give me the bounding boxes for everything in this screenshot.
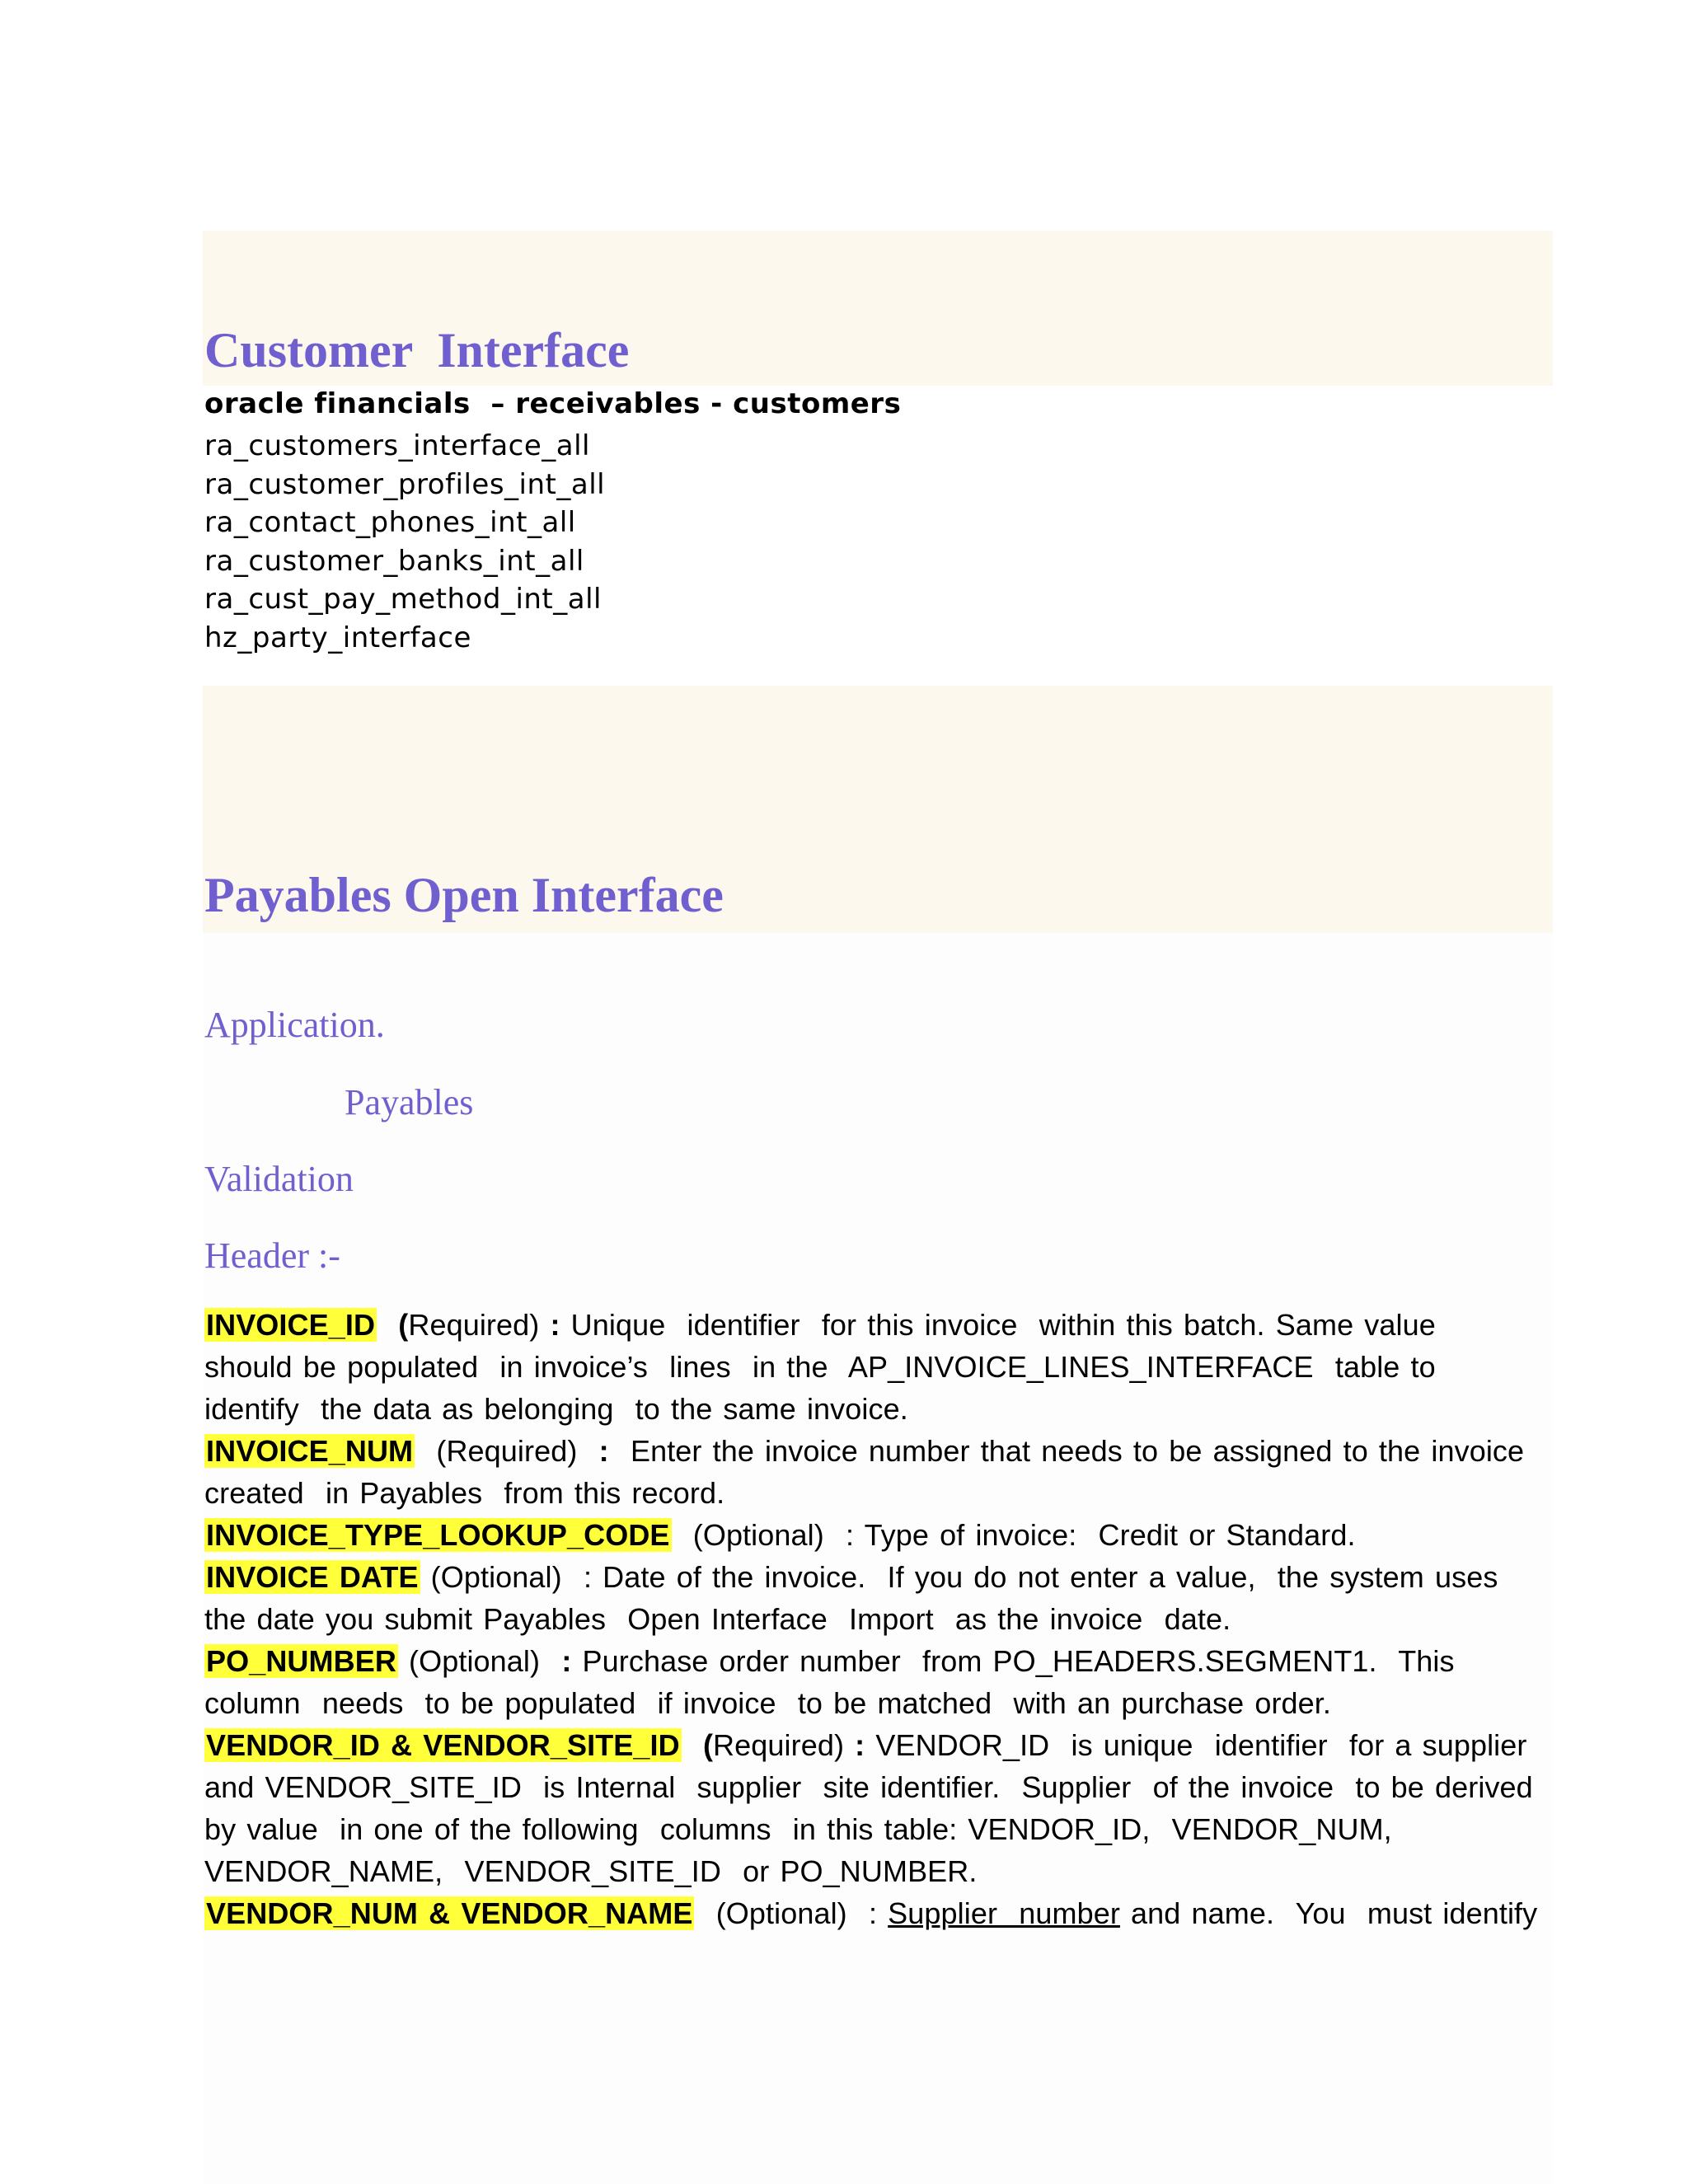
table-name: ra_customers_interface_all	[204, 429, 590, 462]
field-name: VENDOR_NUM & VENDOR_NAME	[206, 1896, 693, 1930]
application-label: Application.	[204, 1005, 385, 1045]
field-description: Supplier number	[888, 1896, 1120, 1930]
field-description: Enter the invoice number that needs to be assigned to the invoice	[630, 1434, 1525, 1468]
field-status: (Optional)	[430, 1560, 562, 1594]
field-status: (Required)	[436, 1434, 578, 1468]
field-description: Purchase order number from PO_HEADERS.SEGMENT1. This	[582, 1644, 1455, 1678]
field-entry: VENDOR_NUM & VENDOR_NAME (Optional) : Supplier number and name. You must identify	[206, 1896, 1538, 1930]
field-description: created in Payables from this record.	[204, 1476, 725, 1510]
table-name: ra_customer_banks_int_all	[204, 544, 584, 578]
field-entry: INVOICE_ID (Required) : Unique identifier for this invoice within this batch. Same value should be populated in invoice’s lines in the AP_INVOICE_LINES_INTERFACE table to identify the data as belonging to the same invoice.	[204, 1308, 1458, 1426]
field-status: Required)	[408, 1308, 540, 1342]
table-name: ra_customer_profiles_int_all	[204, 467, 606, 501]
field-name: INVOICE_ID	[206, 1308, 376, 1342]
field-name: INVOICE DATE	[206, 1560, 419, 1594]
field-description: and VENDOR_SITE_ID is Internal supplier site identifier. Supplier of the invoice to be derived by value in one of the following columns in this table: VENDOR_ID, VENDOR_NUM, VENDOR_NAME, VENDOR_SITE_ID or PO_NUMBER.	[204, 1770, 1544, 1888]
table-name: hz_party_interface	[204, 621, 471, 654]
payables-interface-heading: Payables Open Interface	[204, 868, 724, 922]
field-definitions	[204, 1304, 1544, 1934]
field-status: Required)	[713, 1728, 845, 1762]
customer-interface-heading: Customer Interface	[204, 323, 630, 377]
header-label: Header :-	[204, 1235, 340, 1276]
interface-table-list	[204, 427, 605, 657]
field-description: column needs to be populated if invoice to be matched with an purchase order.	[204, 1686, 1332, 1720]
field-status: (Optional)	[715, 1896, 847, 1930]
page-content	[204, 0, 1556, 2184]
field-description: and name. You must identify	[1131, 1896, 1538, 1930]
field-entry: INVOICE DATE (Optional) : Date of the invoice. If you do not enter a value, the system uses the date you submit Payables Open Interface Import as the invoice date.	[204, 1560, 1498, 1636]
field-description: the date you submit Payables Open Interface Import as the invoice date.	[204, 1602, 1231, 1636]
application-value: Payables	[345, 1082, 474, 1122]
table-name: ra_cust_pay_method_int_all	[204, 583, 602, 616]
field-entry: INVOICE_TYPE_LOOKUP_CODE (Optional) : Type of invoice: Credit or Standard.	[206, 1518, 1356, 1552]
field-description: Date of the invoice. If you do not enter a value, the system uses	[603, 1560, 1498, 1594]
field-description: Unique identifier for this invoice within this batch. Same value should	[204, 1308, 1458, 1384]
field-entry: INVOICE_NUM (Required) : Enter the invoice number that needs to be assigned to the invoice created in Payables from this record.	[204, 1434, 1525, 1510]
field-name: INVOICE_NUM	[206, 1434, 414, 1468]
field-entry: PO_NUMBER (Optional) : Purchase order number from PO_HEADERS.SEGMENT1. This column needs to be populated if invoice to be matched with an purchase order.	[204, 1644, 1455, 1720]
field-status: (Optional)	[692, 1518, 824, 1552]
field-name: INVOICE_TYPE_LOOKUP_CODE	[206, 1518, 670, 1552]
field-description: be populated in invoice’s lines in the AP_INVOICE_LINES_INTERFACE table to identify the data as belonging to the same invoice.	[204, 1350, 1447, 1426]
table-name: ra_contact_phones_int_all	[204, 506, 576, 539]
field-name: PO_NUMBER	[206, 1644, 396, 1678]
customer-subtitle: oracle financials – receivables - customers	[204, 387, 902, 420]
field-entry: VENDOR_ID & VENDOR_SITE_ID (Required) : VENDOR_ID is unique identifier for a supplier and VENDOR_SITE_ID is Internal supplier site identifier. Supplier of the invoice to be derived by value in one of the following columns in this table: VENDOR_ID, VENDOR_NUM, VENDOR_NAME, VENDOR_SITE_ID or PO_NUMBER.	[204, 1728, 1544, 1888]
validation-label: Validation	[204, 1159, 354, 1199]
field-name: VENDOR_ID & VENDOR_SITE_ID	[206, 1728, 680, 1762]
field-status: (Optional)	[409, 1644, 541, 1678]
field-description: VENDOR_ID is unique identifier for a supplier	[875, 1728, 1527, 1762]
field-description: Type of invoice: Credit or Standard.	[864, 1518, 1356, 1552]
